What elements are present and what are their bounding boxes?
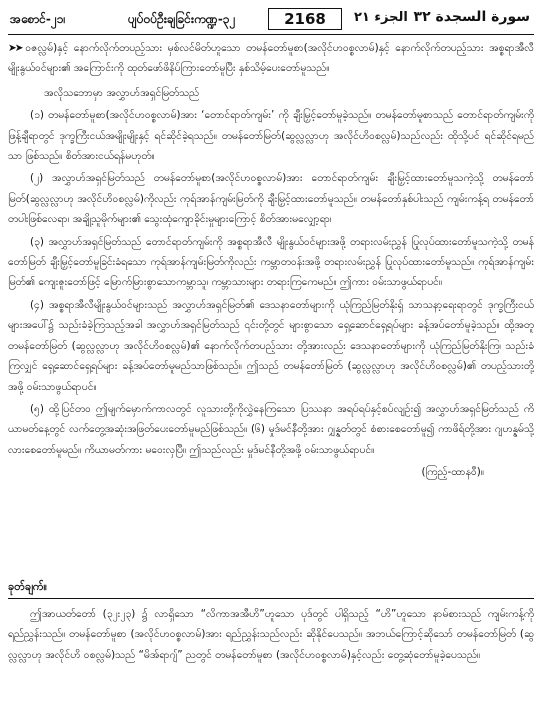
- point-5: (၅) ထို့ပြင်တဝ ဤမျက်မှောက်ကာလတွင် လူသားတို့ကိုလွှဲနေကြသော ပြဿနာ အရပ်ရပ်နှင့်စပ်လျဉ်း၍ အလွှာဟ်အရှင်မြတ်သည် ကိယာမတ်နေ့တွင် လက်တွေ့အဆုံးအဖြတ်ပေးတော်မူမည်ဖြစ်သည်။ (၆) မှုဒ်မင်နီတို့အား ဂျှန္နတ်တွင် စံစားစေတော်မူ၍ ကာဖိရ်တို့အား ဂျဟန္နမ်သို့ လားစေတော်မူမည်။ ကိယာမတ်ကား မဝေးလှပြီ။ ဤသည်လည်း မှုဒ်မင်နီတို့အဖို့ ဝမ်းသာဖွယ်ရာပင်။: [8, 402, 534, 456]
- double-arrow-icon: ➤➤: [8, 42, 22, 54]
- page-number-box: [268, 8, 342, 30]
- chapter-label: အစောင်-၂၁၊: [10, 12, 66, 26]
- intro-paragraph: [8, 38, 534, 79]
- point-2: (၂) အလွှာဟ်အရှင်မြတ်သည် တမန်တော်မူစာ(အလိုင်ဟဝစ္စလာမ်)အား တောင်ရာတ်ကျမ်း ချီးမြှင့်ထားတော်မူသကဲ့သို့ တမန်တော်မြတ်(ဆွလ္လလ္လာဟု အလိုင်ဟိဝစလ္လမ်)ကိုလည်း ကုရ်အာန်ကျမ်းမြတ်ကို ချီးမြှင့်ထားတော်မူသည်။ တမန်တော်နှစ်ပါးသည် ကျမ်းကန့်ရ တမန်တော်တပါးဖြစ်လေရာ၊ အချို့သူမိုက်များ၏ သွေးထုံကျောခိုင်းမှုများကြောင့် စိတ်အားမလျှော့ရာ၊: [8, 172, 534, 226]
- surah-label: سورة السجدة ٣٢: [413, 9, 530, 25]
- document-page: [8, 8, 534, 704]
- point-4: (၄) အစ္စရာအီလီမျိုးနွယ်ဝင်များသည် အလွှာဟ်အရှင်မြတ်၏ ဒေသနာတော်များကို ယုံကြည်မြတ်နိုးရှ် သာသနာ့ရေးရာတွင် ဒုက္ခကြီးငယ်များအပေါ်၌ သည်းခံခဲ့ကြသည့်အခါ အလွှာဟ်အရှင်မြတ်သည် ၎င်းတို့တွင် များစွာသော ရှေ့ဆောင်ရှေ့ရပ်များ ခန့်အပ်တော်မူခဲ့သည်။ ထို့အတူ တမန်တော်မြတ် (ဆွလ္လလ္လာဟု အလိုင်ဟိဝစလ္လမ်)၏ နောက်လိုက်တပည့်သား တို့အားလည်း ဒေသနာတော်များကို ယုံကြည်မြတ်နိုးကြ၊ သည်းခံကြလျှင် ရှေ့ဆောင်ရှေ့ရပ်များ ခန့်အပ်တော်မူမည်သာဖြစ်သည်။ ဤသည် တမန်တော်မြတ် (ဆွလ္လလ္လာဟု အလိုင်ဟိဝစလ္လမ်)၏ တပည့်သားတို့အဖို့ ဝမ်းသာဖွယ်ရာပင်။: [8, 298, 534, 393]
- juz-label: الجزء ٢١: [354, 10, 408, 25]
- sub-heading: အလိုသဘောမှာ အလွှာဟ်အရှင်မြတ်သည်: [44, 86, 200, 99]
- intro-text: ဝဇလ္လမ်)နှင့် နောက်လိုက်တပည့်သား မှစ်လင်မိတ်ဟူသော တမန်တော်မူစာ(အလိုင်ဟဝစ္စလာမ်)နှင့် နောက်လိုက်တပည့်သား အစ္စရာအီလီမျိုးနွယ်ဝင်များ၏ အကြောင်းကို ထုတ်ဖော်ဖိနိပ်ကြားတော်မူပြီး နှစ်သိမ့်ပေးတော်မူသည်။: [8, 42, 534, 75]
- explanation-block: [8, 604, 534, 665]
- point-1: (၁) တမန်တော်မူစာ(အလိုင်ဟဝစ္စလာမ်)အား ‘တောင်ရာတ်ကျမ်း’ ကို ချီးမြှင့်တော်မူခဲ့သည်။ တမန်တော်မူစာသည် တောင်ရာတ်ကျမ်းကို ဖြန့်ချီရာတွင် ဒုက္ခကြီးငယ်အမျိုးမျိုးနှင့် ရင်ဆိုင်ခဲ့ရသည်။ တမန်တော်မြတ်(ဆွလ္လလ္လာဟု အလိုင်ဟိဝစလ္လမ်)သည်လည်း ထိုသို့ပင် ရင်ဆိုင်ရမည်သာ ဖြစ်သည်။ စိတ်အားငယ်ရန်မဟုတ်။: [8, 109, 534, 163]
- header-divider: [8, 34, 534, 35]
- explanation-text: ဤအာယတ်တော် (၃၂း၂၃) ၌ လာရှိသော “လိကာအအီဟိ”ဟူသော ပုဒ်တွင် ပါရှိသည့် “ဟိ”ဟူသော နာမ်စားသည် ကျမ်းကန့်ကိုရည်ညွှန်းသည်။ တမန်တော်မူစာ (အလိုင်ဟဝစ္စလာမ်)အား ရည်ညွှန်းသည်လည်း ဆိုနိုင်ပေသည်။ အဘယ်ကြောင့်ဆိုသော် တမန်တော်မြတ် (ဆွလ္လလ္လာဟု အလိုင်ဟိ ဝစလ္လမ်)သည် “မိအ်ရာဂျ်” ညတွင် တမန်တော်မူစာ (အလိုင်ဟဝစ္စလာမ်)နှင့်လည်း တွေ့ဆုံတော်မူခဲ့ပေသည်။: [8, 608, 534, 661]
- point-3: (၃) အလွှာဟ်အရှင်မြတ်သည် တောင်ရာတ်ကျမ်းကို အစ္စရာအီလီ မျိုးနွယ်ဝင်များအဖို့ တရားလမ်းညွှန် ပြုလုပ်ထားတော်မူသကဲ့သို့ တမန်တော်မြတ် ချီးမြှင့်တော်မူခြင်းခံရသော ကုရ်အာန်ကျမ်းမြတ်ကိုလည်း ကမ္ဘာတဝန်းအဖို့ တရားလမ်းညွှန် ပြုလုပ်ထားတော်မူသည်။ ကုရ်အာန်ကျမ်းမြတ်၏ ကျေးဇူးတော်ဖြင့် မြောက်မြားစွာသောကမ္ဘာသူ၊ ကမ္ဘာသားများ တရားကြကေမည်။ ဤကား ဝမ်းသာဖွယ်ရာပင်။: [8, 235, 534, 289]
- citation: (ကြည့်-ထာနဝီ)။: [421, 466, 484, 479]
- page-header: [8, 8, 534, 34]
- part-label: ပျပ်ဝပ်ဦးချခြင်းကဏ္ဍ-၃၂: [128, 12, 236, 26]
- explanation-title: ခုတ်ချက်။: [8, 580, 47, 593]
- explanation-divider: [8, 598, 534, 599]
- main-text: [8, 38, 534, 483]
- page-number: 2168: [284, 10, 326, 28]
